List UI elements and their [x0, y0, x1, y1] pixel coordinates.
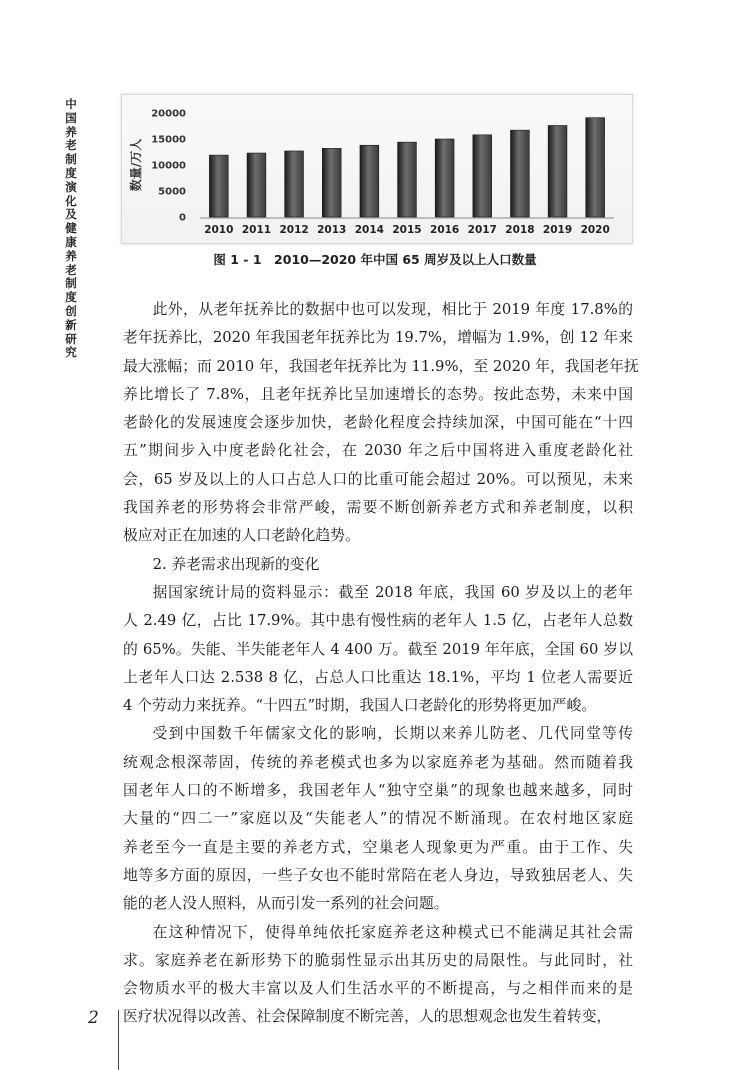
- y-tick-label: 10000: [151, 160, 186, 172]
- x-tick-label: 2018: [505, 224, 535, 236]
- y-tick-label: 20000: [151, 108, 186, 120]
- text-line: 此外，从老年抚养比的数据中也可以发现，相比于 2019 年度 17.8%的: [152, 301, 633, 318]
- page-number: 2: [88, 1008, 99, 1028]
- x-tick-label: 2015: [392, 224, 422, 236]
- x-tick-label: 2013: [317, 224, 347, 236]
- text-line: 我国养老的形势将会非常严峻，需要不断创新养老方式和养老制度，以积: [123, 499, 633, 517]
- bar-chart: [121, 94, 633, 244]
- paragraph: [123, 720, 633, 918]
- text-line: 求。家庭养老在新形势下的脆弱性显示出其历史的局限性。与此同时，社: [123, 951, 633, 969]
- text-line: 会物质水平的极大丰富以及人们生活水平的不断提高，与之相伴而来的是: [123, 980, 633, 998]
- x-tick-label: 2016: [430, 224, 460, 236]
- bar-2017: [473, 135, 492, 217]
- text-line: 养比增长了 7.8%，且老年抚养比呈加速增长的态势。按此态势，未来中国: [123, 385, 633, 403]
- section-heading: [123, 551, 633, 579]
- bar-chart-canvas: [122, 95, 632, 243]
- bar-2014: [360, 145, 379, 217]
- bar-2016: [435, 139, 454, 217]
- text-line: 国老年人口的不断增多，我国老年人“独守空巢”的现象也越来越多，同时: [123, 782, 633, 800]
- text-line: 会，65 岁及以上的人口占总人口的比重可能会超过 20%。可以预见，未来: [123, 470, 633, 488]
- paragraph: [123, 579, 633, 720]
- bar-2019: [548, 125, 567, 217]
- page-number-rule: [118, 1010, 119, 1070]
- x-tick-label: 2020: [580, 224, 610, 236]
- running-head-vertical-title: 中国养老制度演化及健康养老制度创新研究: [65, 97, 77, 360]
- text-line: 养老至今一直是主要的养老方式，空巢老人现象更为严重。由于工作、失: [123, 838, 633, 856]
- paragraph: [123, 919, 633, 1032]
- text-line: 老年抚养比，2020 年我国老年抚养比为 19.7%，增幅为 1.9%，创 12 年来: [123, 329, 633, 347]
- y-tick-label: 5000: [158, 186, 186, 198]
- bar-2011: [247, 153, 266, 217]
- text-line: 在这种情况下，使得单纯依托家庭养老这种模式已不能满足其社会需: [152, 923, 633, 941]
- x-tick-label: 2014: [354, 224, 384, 236]
- x-tick-label: 2010: [204, 224, 234, 236]
- x-tick-label: 2011: [241, 224, 272, 236]
- body-text: [123, 296, 639, 1032]
- text-line: 五”期间步入中度老龄化社会，在 2030 年之后中国将进入重度老龄化社: [123, 442, 633, 460]
- figure-caption: 图 1 - 1 2010—2020 年中国 65 周岁及以上人口数量: [213, 252, 537, 267]
- text-line: 2. 养老需求出现新的变化: [152, 555, 320, 573]
- bar-2012: [285, 151, 304, 217]
- text-line: 医疗状况得以改善、社会保障制度不断完善，人的思想观念也发生着转变，: [123, 1008, 612, 1026]
- y-tick-label: 0: [179, 212, 186, 224]
- text-line: 统观念根深蒂固，传统的养老模式也多为以家庭养老为基础。然而随着我: [123, 753, 633, 771]
- bar-2010: [209, 155, 228, 217]
- text-line: 大量的“四二一”家庭以及“失能老人”的情况不断涌现。在农村地区家庭: [123, 810, 633, 828]
- text-line: 上老年人口达 2.538 8 亿，占总人口比重达 18.1%，平均 1 位老人需要近: [123, 668, 633, 686]
- text-line: 最大涨幅；而 2010 年，我国老年抚养比为 11.9%，至 2020 年，我国老年抚: [123, 357, 639, 375]
- x-tick-label: 2017: [467, 224, 497, 236]
- text-line: 地等多方面的原因，一些子女也不能时常陪在老人身边，导致独居老人、失: [123, 866, 633, 884]
- x-tick-label: 2012: [279, 224, 309, 236]
- text-line: 的 65%。失能、半失能老年人 4 400 万。截至 2019 年年底，全国 60 岁以: [123, 640, 633, 658]
- text-line: 能的老人没人照料，从而引发一系列的社会问题。: [123, 895, 449, 913]
- text-line: 极应对正在加速的人口老龄化趋势。: [123, 527, 360, 545]
- bar-2013: [322, 148, 341, 217]
- text-line: 老龄化的发展速度会逐步加快，老龄化程度会持续加深，中国可能在“十四: [123, 414, 633, 432]
- text-line: 据国家统计局的资料显示：截至 2018 年底，我国 60 岁及以上的老年: [152, 583, 633, 601]
- text-line: 受到中国数千年儒家文化的影响，长期以来养儿防老、几代同堂等传: [152, 725, 633, 743]
- y-tick-label: 15000: [151, 134, 186, 146]
- paragraph: [123, 296, 639, 551]
- bar-2020: [586, 118, 605, 217]
- bar-2015: [398, 142, 417, 217]
- bar-2018: [511, 130, 530, 217]
- text-line: 4 个劳动力来抚养。“十四五”时期，我国人口老龄化的形势将更加严峻。: [123, 697, 597, 715]
- y-axis-label: 数量/万人: [129, 138, 143, 192]
- x-tick-label: 2019: [542, 224, 573, 236]
- text-line: 人 2.49 亿，占比 17.9%。其中患有慢性病的老年人 1.5 亿，占老年人总数: [123, 612, 633, 630]
